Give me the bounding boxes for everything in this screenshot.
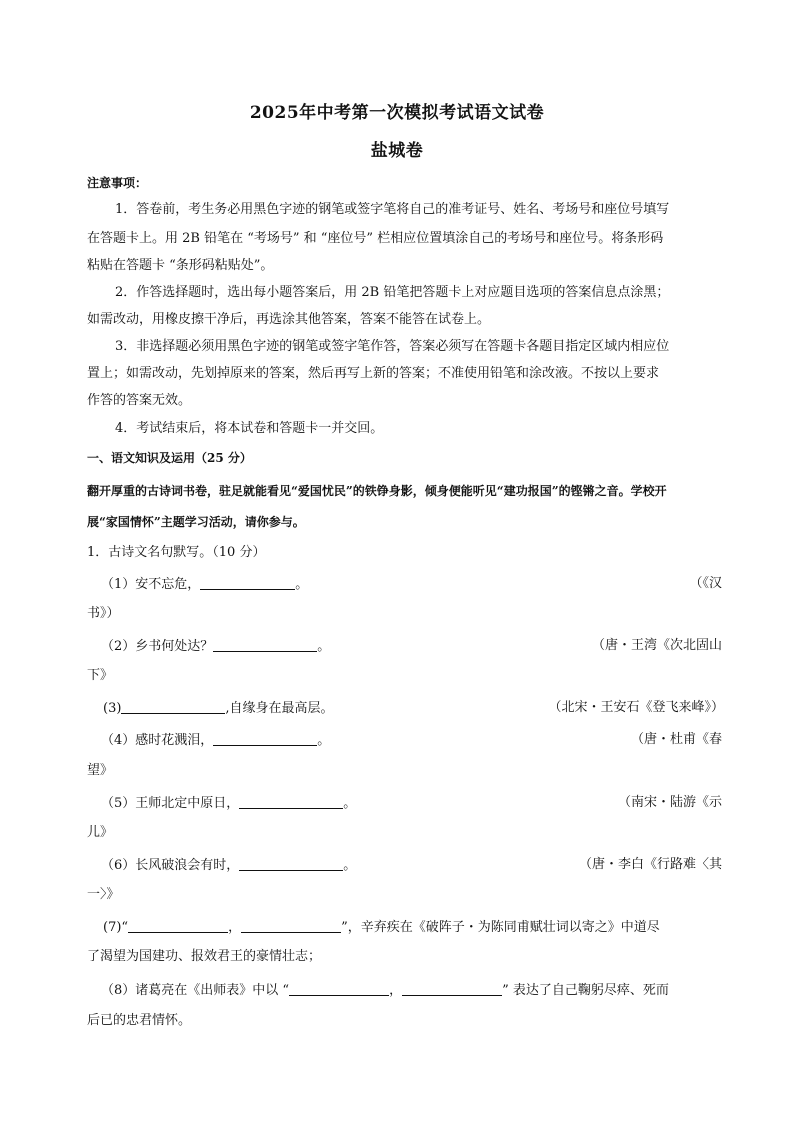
item-source: （唐・杜甫《春 — [630, 732, 722, 747]
poem-item — [87, 576, 722, 593]
notice-item-3-line-1: 3．非选择题必须用黑色字迹的钢笔或签字笔作答，答案必须写在答题卡各题目指定区域内相应位 — [115, 339, 670, 354]
item-tail: 。 — [343, 796, 357, 811]
item-source-continued: 儿》 — [87, 825, 114, 840]
poem-item — [87, 638, 722, 655]
answer-blank[interactable] — [402, 982, 502, 996]
item-prompt: 乡书何处达？ — [135, 639, 214, 654]
item-number: （2） — [101, 639, 136, 654]
answer-blank[interactable] — [200, 576, 295, 590]
poem-item — [87, 857, 722, 874]
answer-blank[interactable] — [239, 795, 343, 809]
answer-blank[interactable] — [213, 732, 317, 746]
item-prompt: 诸葛亮在《出师表》中以 “ — [135, 983, 290, 998]
notice-item-2-line-2: 如需改动，用橡皮擦干净后，再选涂其他答案，答案不能答在试卷上。 — [87, 312, 491, 327]
page-subtitle: 盐城卷 — [370, 141, 424, 161]
question-1-heading: 1．古诗文名句默写。（10 分） — [87, 545, 266, 560]
item-source-continued: 一〉》 — [87, 887, 120, 902]
quote-separator: ， — [228, 920, 242, 935]
item-source-continued: 书》） — [87, 606, 120, 621]
item-tail: ” 表达了自己鞠躬尽瘁、死而 — [502, 983, 669, 998]
item-source: （唐・王湾《次北固山 — [591, 638, 722, 653]
item-tail: ,自缘身在最高层。 — [225, 701, 334, 716]
item-source: （唐・李白《行路难〈其 — [578, 857, 722, 872]
item-number: (7) — [103, 920, 122, 935]
notice-item-3-line-3: 作答的答案无效。 — [87, 393, 192, 408]
item-number: （6） — [101, 858, 136, 873]
item-number: （1） — [101, 577, 136, 592]
poem-item — [87, 919, 724, 936]
item-tail: 。 — [295, 577, 309, 592]
answer-blank[interactable] — [213, 638, 317, 652]
item-source: （北宋・王安石《登飞来峰》） — [548, 700, 724, 715]
item-source: （《汉 — [689, 576, 722, 591]
item-tail: 。 — [343, 858, 357, 873]
item-tail: 。 — [317, 733, 331, 748]
answer-blank[interactable] — [289, 982, 389, 996]
poem-item — [87, 700, 724, 717]
notice-item-3-line-2: 置上；如需改动，先划掉原来的答案，然后再写上新的答案；不准使用铅笔和涂改液。不按以上要求 — [87, 366, 660, 381]
notice-heading: 注意事项： — [87, 176, 148, 190]
section-heading: 一、语文知识及运用（25 分） — [87, 451, 252, 465]
item-continued: 了渴望为国建功、报效君王的豪情壮志； — [87, 949, 322, 964]
notice-item-1-line-2: 在答题卡上。用 2B 铅笔在 “考场号” 和 “座位号” 栏相应位置填涂自己的考场号和座位号。将条形码 — [87, 231, 664, 246]
poem-item — [87, 982, 722, 999]
poem-item — [87, 732, 722, 749]
item-prompt: 长风破浪会有时， — [135, 858, 240, 873]
answer-blank[interactable] — [239, 857, 343, 871]
item-tail: 。 — [317, 639, 331, 654]
poem-item — [87, 795, 722, 812]
item-source-continued: 下》 — [87, 668, 114, 683]
answer-blank[interactable] — [241, 919, 341, 933]
item-prompt: 安不忘危， — [135, 577, 201, 592]
item-source-continued: 望》 — [87, 763, 114, 778]
item-source: （南宋・陆游《示 — [617, 795, 722, 810]
answer-blank[interactable] — [121, 700, 225, 714]
quote-separator: ， — [389, 983, 403, 998]
item-number: （4） — [101, 733, 136, 748]
section-intro-line-2: 展“家国情怀”主题学习活动，请你参与。 — [87, 515, 305, 529]
item-continued: 后已的忠君情怀。 — [87, 1013, 192, 1028]
item-number: （5） — [101, 796, 136, 811]
item-number: (3) — [103, 701, 122, 716]
item-prompt: 感时花溅泪， — [135, 733, 214, 748]
notice-item-2-line-1: 2．作答选择题时，选出每小题答案后，用 2B 铅笔把答题卡上对应题目选项的答案信息点涂黑； — [115, 285, 670, 300]
notice-item-1-line-1: 1．答卷前，考生务必用黑色字迹的钢笔或签字笔将自己的准考证号、姓名、考场号和座位号填写 — [115, 202, 670, 217]
item-number: （8） — [101, 983, 136, 998]
section-intro-line-1: 翻开厚重的古诗词书卷，驻足就能看见“爱国忧民”的铁铮身影，倾身便能听见“建功报国”的铿锵之音。学校开 — [87, 484, 667, 498]
page-title: 2025年中考第一次模拟考试语文试卷 — [249, 103, 545, 123]
notice-item-1-line-3: 粘贴在答题卡 “条形码粘贴处”。 — [87, 258, 274, 273]
item-tail: ”，辛弃疾在《破阵子・为陈同甫赋壮词以寄之》中道尽 — [341, 920, 660, 935]
item-prompt: 王师北定中原日， — [135, 796, 240, 811]
answer-blank[interactable] — [128, 919, 228, 933]
notice-item-4: 4．考试结束后，将本试卷和答题卡一并交回。 — [115, 421, 384, 436]
quote-open: “ — [121, 920, 129, 935]
